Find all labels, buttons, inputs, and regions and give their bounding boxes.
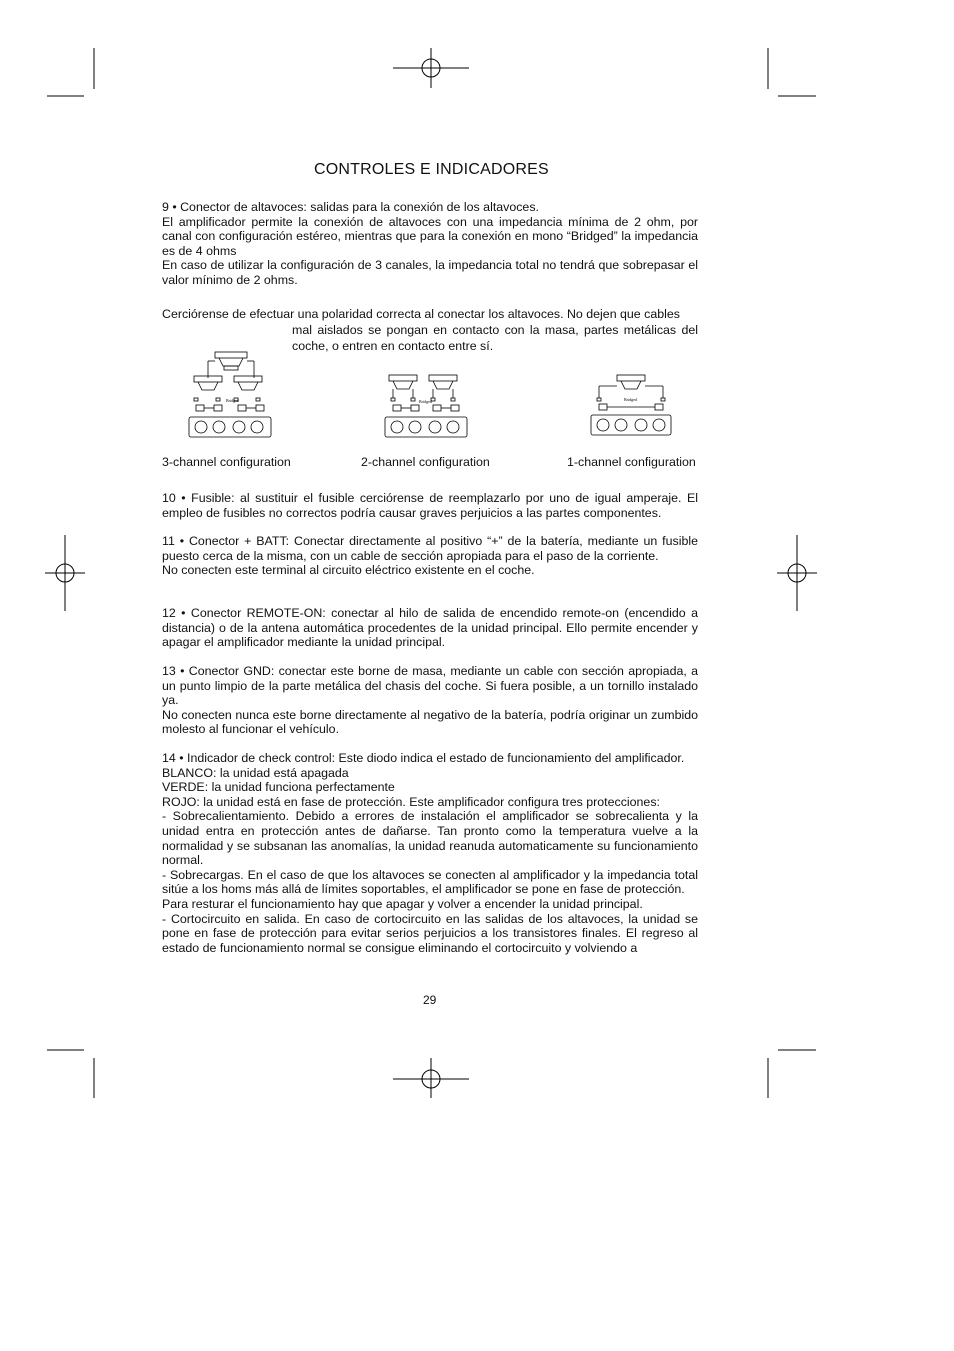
bridged-label: Bridged	[624, 397, 637, 402]
page-number: 29	[423, 993, 437, 1007]
section-14-line: - Sobrecargas. En el caso de que los altavoces se conecten al amplificador y la impedancia total sitúe a los homs más allá de límites soportables, el amplificador se pone en fase de protección.	[162, 867, 698, 897]
section-11	[162, 534, 698, 578]
section-9-line: 9 • Conector de altavoces: salidas para la conexión de los altavoces.	[162, 200, 539, 214]
section-14-line: Para resturar el funcionamiento hay que apagar y volver a encender la unidad principal.	[162, 896, 643, 911]
section-9	[162, 200, 698, 288]
bridged-label: Bridged	[226, 398, 239, 403]
registration-mark-bottom	[393, 1058, 469, 1098]
section-13	[162, 664, 698, 737]
section-14-line: BLANCO: la unidad está apagada	[162, 765, 349, 780]
polarity-line: Cerciórense de efectuar una polaridad correcta al conectar los altavoces. No dejen que cables	[162, 307, 680, 321]
caption-2-channel: 2-channel configuration	[361, 455, 490, 469]
section-14-line: ROJO: la unidad está en fase de protección. Este amplificador configura tres protecciones:	[162, 794, 660, 809]
section-10	[162, 491, 698, 520]
registration-mark-left	[45, 535, 85, 611]
section-12	[162, 606, 698, 650]
section-13-line: 13 • Conector GND: conectar este borne de masa, mediante un cable con sección apropiada, a un punto limpio de la parte metálica del chasis del coche. Si fuera posible, a un tornillo instalado ya.	[162, 664, 698, 708]
caption-3-channel: 3-channel configuration	[162, 455, 291, 469]
section-9-line: El amplificador permite la conexión de altavoces con una impedancia mínima de 2 ohm, por canal con configuración estéreo, mientras que para la conexión en mono “Bridged” la impedancia es de 4 ohms	[162, 214, 698, 258]
section-14-line: - Sobrecalientamiento. Debido a errores de instalación el amplificador se sobrecalienta y la unidad entra en protección antes de dañarse. Tan pronto como la temperatura vuelve a la normalidad y se subsanan las anomalías, la unidad reanuda automaticamente su funcionamiento normal.	[162, 809, 698, 868]
diagram-2-channel	[383, 372, 469, 440]
section-14-line: VERDE: la unidad funciona perfectamente	[162, 780, 395, 795]
section-11-line: No conecten este terminal al circuito eléctrico existente en el coche.	[162, 563, 535, 578]
caption-1-channel: 1-channel configuration	[567, 455, 696, 469]
section-13-line: No conecten nunca este borne directamente al negativo de la batería, podría originar un zumbido molesto al funcionar el vehículo.	[162, 707, 698, 737]
section-14-line: - Cortocircuito en salida. En caso de cortocircuito en las salidas de los altavoces, la unidad se pone en fase de protección para evitar serios perjuicios a los transistores finales. El regreso al estado de funcionamiento normal se consigue eliminando el cortocircuito y volviendo a	[162, 911, 698, 955]
section-11-line: 11 • Conector + BATT: Conectar directamente al positivo “+” de la batería, mediante un fusible puesto cerca de la misma, con un cable de sección apropiada para el paso de la corriente.	[162, 534, 698, 563]
section-9-line: En caso de utilizar la configuración de 3 canales, la impedancia total no tendrá que sobrepasar el valor mínimo de 2 ohms.	[162, 258, 698, 287]
registration-mark-right	[777, 535, 817, 611]
diagram-1-channel	[589, 372, 673, 438]
section-10-text: 10 • Fusible: al sustituir el fusible cerciórense de reemplazarlo por uno de igual amperaje. El empleo de fusibles no correctos podría causar graves perjuicios a las partes componentes.	[162, 491, 698, 520]
bridged-label: Bridged	[419, 399, 432, 404]
section-14-line: 14 • Indicador de check control: Este diodo indica el estado de funcionamiento del amplificador.	[162, 751, 685, 765]
polarity-warning-cont: mal aislados se pongan en contacto con la masa, partes metálicas del coche, o entren en contacto entre sí.	[292, 323, 698, 353]
page-title: CONTROLES E INDICADORES	[314, 161, 549, 178]
section-12-text: 12 • Conector REMOTE-ON: conectar al hilo de salida de encendido remote-on (encendido a distancia) o de la antena automática procedentes de la unidad principal. Ello permite encender y apagar el amplificador mediante la unidad principal.	[162, 606, 698, 650]
polarity-warning	[162, 307, 698, 322]
registration-mark-top	[393, 48, 469, 88]
diagram-3-channel	[186, 350, 274, 440]
section-14	[162, 751, 698, 955]
